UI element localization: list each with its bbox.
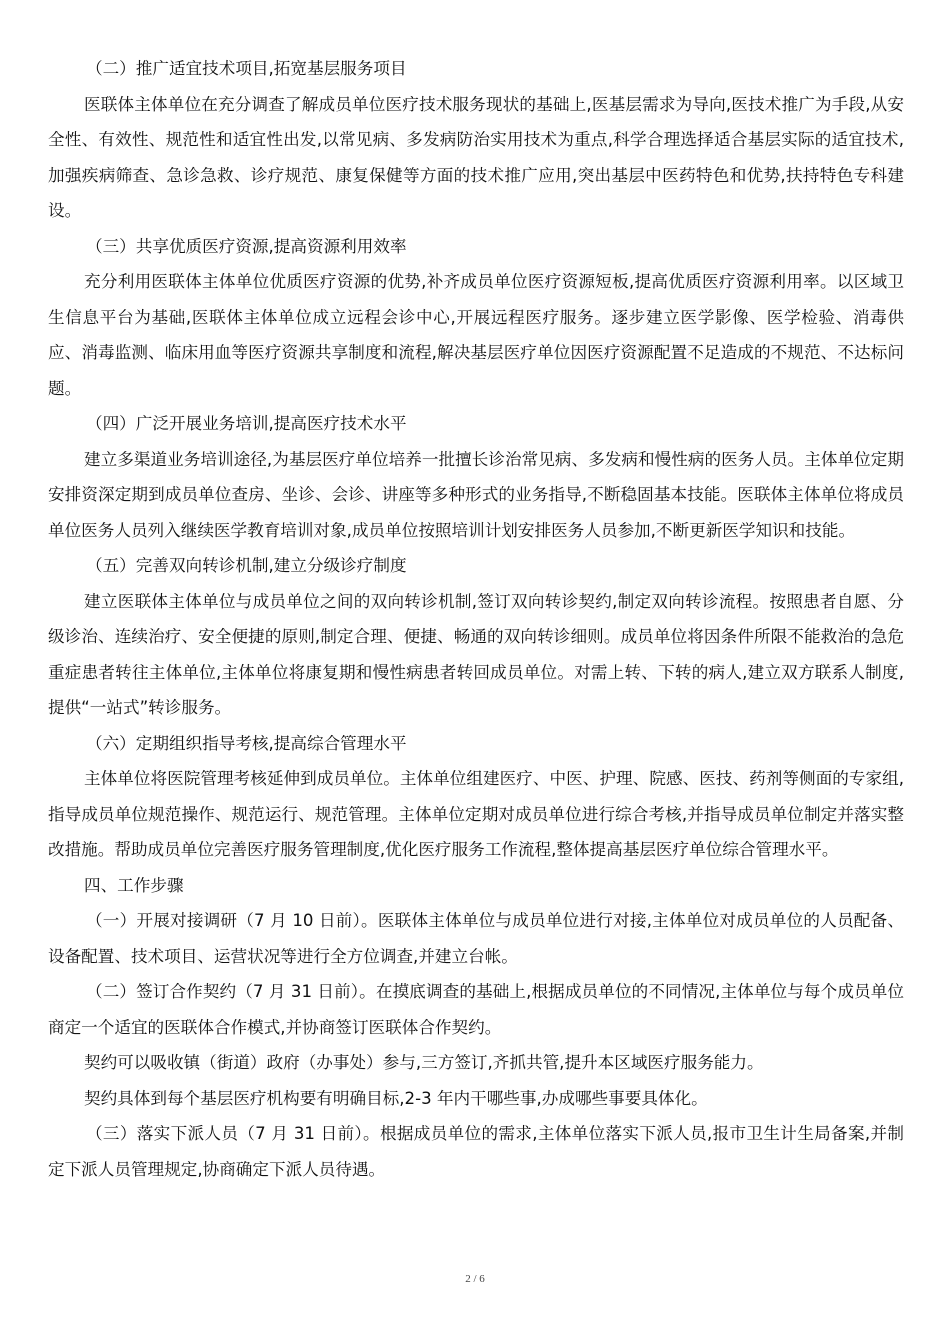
section-heading: （五）完善双向转诊机制,建立分级诊疗制度 — [86, 556, 407, 575]
section-heading: （二）推广适宜技术项目,拓宽基层服务项目 — [86, 59, 407, 78]
section-heading: （四）广泛开展业务培训,提高医疗技术水平 — [86, 414, 407, 433]
body-paragraph: 建立医联体主体单位与成员单位之间的双向转诊机制,签订双向转诊契约,制定双向转诊流程。按照患者自愿、分级诊治、连续治疗、安全便捷的原则,制定合理、便捷、畅通的双向转诊细则。成员单位将因条件所限不能救治的急危重症患者转往主体单位,主体单位将康复期和慢性病患者转回成员单位。对需上转、下转的病人,建立双方联系人制度,提供“一站式”转诊服务。 — [48, 591, 904, 717]
step-paragraph: （二）签订合作契约（7 月 31 日前）。在摸底调查的基础上,根据成员单位的不同情况,主体单位与每个成员单位商定一个适宜的医联体合作模式,并协商签订医联体合作契约。 — [48, 982, 904, 1037]
section-heading: （六）定期组织指导考核,提高综合管理水平 — [86, 733, 407, 753]
body-paragraph: 充分利用医联体主体单位优质医疗资源的优势,补齐成员单位医疗资源短板,提高优质医疗资源利用率。以区域卫生信息平台为基础,医联体主体单位成立远程会诊中心,开展远程医疗服务。逐步建立医学影像、医学检验、消毒供应、消毒监测、临床用血等医疗资源共享制度和流程,解决基层医疗单位因医疗资源配置不足造成的不规范、不达标问题。 — [48, 272, 904, 398]
step-paragraph: （一）开展对接调研（7 月 10 日前）。医联体主体单位与成员单位进行对接,主体单位对成员单位的人员配备、设备配置、技术项目、运营状况等进行全方位调查,并建立台帐。 — [48, 911, 904, 966]
chapter-heading: 四、工作步骤 — [84, 875, 184, 895]
body-paragraph: 建立多渠道业务培训途径,为基层医疗单位培养一批擅长诊治常见病、多发病和慢性病的医务人员。主体单位定期安排资深定期到成员单位查房、坐诊、会诊、讲座等多种形式的业务指导,不断稳固基本技能。医联体主体单位将成员单位医务人员列入继续医学教育培训对象,成员单位按照培训计划安排医务人员参加,不断更新医学知识和技能。 — [48, 449, 904, 540]
body-paragraph: 医联体主体单位在充分调查了解成员单位医疗技术服务现状的基础上,医基层需求为导向,医技术推广为手段,从安全性、有效性、规范性和适宜性出发,以常见病、多发病防治实用技术为重点,科学合理选择适合基层实际的适宜技术,加强疾病筛查、急诊急救、诊疗规范、康复保健等方面的技术推广应用,突出基层中医药特色和优势,扶持特色专科建设。 — [48, 94, 904, 220]
section-heading: （三）共享优质医疗资源,提高资源利用效率 — [86, 236, 407, 256]
body-paragraph: 契约具体到每个基层医疗机构要有明确目标,2-3 年内干哪些事,办成哪些事要具体化。 — [84, 1088, 708, 1108]
body-paragraph: 主体单位将医院管理考核延伸到成员单位。主体单位组建医疗、中医、护理、院感、医技、药剂等侧面的专家组,指导成员单位规范操作、规范运行、规范管理。主体单位定期对成员单位进行综合考核,并指导成员单位制定并落实整改措施。帮助成员单位完善医疗服务管理制度,优化医疗服务工作流程,整体提高基层医疗单位综合管理水平。 — [48, 769, 904, 859]
document-page — [48, 51, 904, 1187]
step-paragraph: （三）落实下派人员（7 月 31 日前）。根据成员单位的需求,主体单位落实下派人员,报市卫生计生局备案,并制定下派人员管理规定,协商确定下派人员待遇。 — [48, 1124, 904, 1179]
body-paragraph: 契约可以吸收镇（街道）政府（办事处）参与,三方签订,齐抓共管,提升本区域医疗服务能力。 — [84, 1053, 764, 1072]
page-number: 2 / 6 — [465, 1273, 485, 1285]
